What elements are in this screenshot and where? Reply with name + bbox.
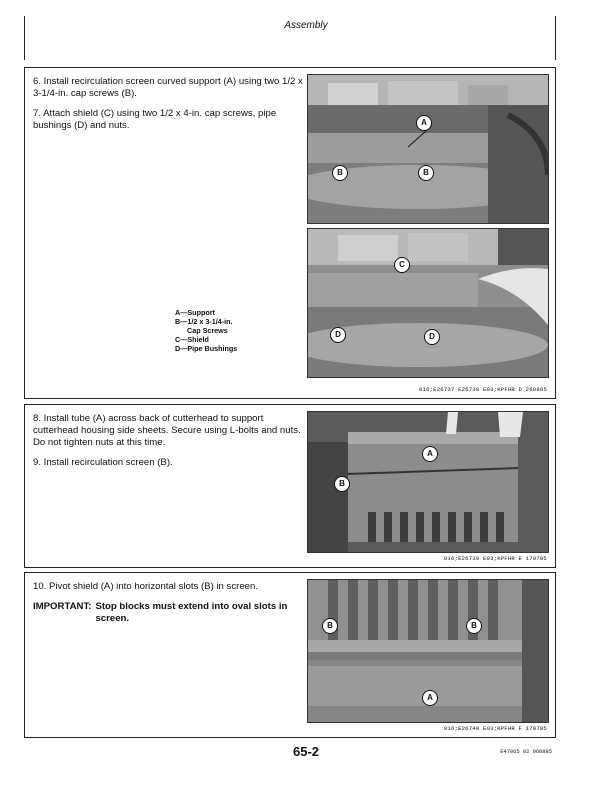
step-8: 8. Install tube (A) across back of cutterhead to support cutterhead housing side sheets. Secure using L-bolts and nuts. Do not tighten nuts at this time. <box>33 413 301 448</box>
callout-b-right-slot: B <box>466 618 482 634</box>
instructions-10 <box>33 581 303 625</box>
figure-caption-3: 016;E26740 E03;KPFHR F 170785 <box>443 725 547 732</box>
photo-support-install <box>307 74 549 224</box>
instructions-6-7 <box>33 76 303 140</box>
callout-b-left-screw: B <box>332 165 348 181</box>
photo-shield-install <box>307 228 549 378</box>
parts-legend <box>175 308 237 353</box>
callout-c-shield: C <box>394 257 410 273</box>
important-text: Stop blocks must extend into oval slots in screen. <box>95 601 288 624</box>
legend-c: C—Shield <box>175 335 209 344</box>
legend-a: A—Support <box>175 308 215 317</box>
figure-caption-2: 016;E26739 E03;KPFHR E 170785 <box>443 555 547 562</box>
photo-shield-image <box>308 229 548 377</box>
step-10: 10. Pivot shield (A) into horizontal slots (B) in screen. <box>33 581 259 592</box>
section-steps-6-7 <box>24 67 556 399</box>
legend-b-cont: Cap Screws <box>187 326 228 335</box>
instructions-8-9 <box>33 413 303 477</box>
photo-tube-screen-install <box>307 411 549 553</box>
callout-b-right-screw: B <box>418 165 434 181</box>
callout-d-left-bushing: D <box>330 327 346 343</box>
important-note <box>33 601 303 625</box>
callout-b-left-slot: B <box>322 618 338 634</box>
document-id: E47065 02 060885 <box>500 749 552 755</box>
callout-a-shield: A <box>422 690 438 706</box>
photo-support-image <box>308 75 548 223</box>
step-7: 7. Attach shield (C) using two 1/2 x 4-in. cap screws, pipe bushings (D) and nuts. <box>33 108 277 131</box>
photo-shield-pivot <box>307 579 549 723</box>
callout-b-screen: B <box>334 476 350 492</box>
legend-d: D—Pipe Bushings <box>175 344 238 353</box>
section-steps-8-9 <box>24 404 556 568</box>
callout-d-right-bushing: D <box>424 329 440 345</box>
page-number: 65-2 <box>292 744 320 759</box>
step-9: 9. Install recirculation screen (B). <box>33 457 173 468</box>
important-label: IMPORTANT: <box>33 601 92 612</box>
legend-b: B—1/2 x 3-1/4-in. <box>175 317 233 326</box>
step-6: 6. Install recirculation screen curved support (A) using two 1/2 x 3-1/4-in. cap screws (B). <box>33 76 303 99</box>
section-step-10 <box>24 572 556 738</box>
page-header-title: Assembly <box>284 20 328 31</box>
callout-a-tube: A <box>422 446 438 462</box>
figure-caption-1: 016;E26737 E26738 E03;KPFHR D 260885 <box>418 386 547 393</box>
callout-a-support: A <box>416 115 432 131</box>
